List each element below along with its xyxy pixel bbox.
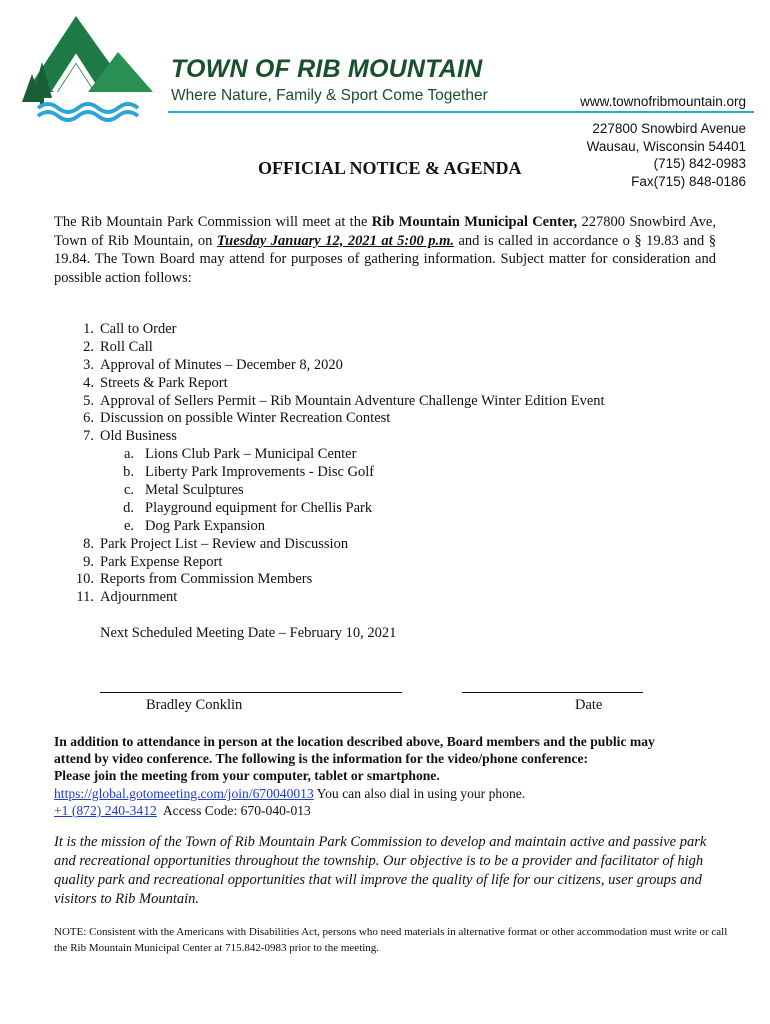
date-line (462, 692, 643, 693)
video-text: attend by video conference. The following is the information for the video/phone conference: (54, 751, 589, 767)
video-conference-info (54, 733, 734, 819)
agenda-text: Roll Call (100, 338, 153, 355)
phone-link[interactable]: +1 (872) 240-3412 (54, 802, 157, 818)
header-divider (168, 111, 754, 113)
dial-text: You can also dial in using your phone. (313, 785, 526, 801)
agenda-text: Park Project List – Review and Discussion (100, 535, 349, 552)
phone-row (54, 802, 734, 819)
agenda-number: a. (123, 446, 134, 463)
agenda-number: e. (123, 517, 134, 534)
agenda-number: 9. (83, 553, 94, 570)
agenda-number: 4. (83, 374, 94, 391)
agenda-number: d. (123, 499, 134, 516)
agenda-number: 2. (83, 338, 94, 355)
access-code: Access Code: 670-040-013 (156, 802, 311, 818)
agenda-list (54, 321, 734, 607)
agenda-item (54, 321, 734, 339)
mission-statement: It is the mission of the Town of Rib Mountain Park Commission to develop and maintain active and passive park and recreational opportunities throughout the township. Our objective is to be a provider and facilitator of high quality park and recreational opportunities that will improve the quality of life for our citizens, user groups and visitors to Rib Mountain. (54, 834, 707, 907)
agenda-item (54, 393, 734, 411)
agenda-number: c. (123, 482, 134, 499)
agenda-subitem (54, 518, 734, 536)
agenda-item (54, 589, 734, 607)
signer-name: Bradley Conklin (146, 697, 243, 713)
agenda-text: Metal Sculptures (145, 482, 244, 499)
agenda-subitem (54, 500, 734, 518)
agenda-number: 6. (83, 410, 94, 427)
agenda-text: Old Business (100, 428, 177, 445)
agenda-item (54, 571, 734, 589)
intro-text: and is called in accordance o § 19.83 and § 19.84. The Town Board may attend for purposes of gathering information. Subject matter for consideration and possible action follows: (54, 232, 716, 286)
agenda-text: Playground equipment for Chellis Park (145, 499, 373, 516)
agenda-subitem (54, 446, 734, 464)
intro-text: The Rib Mountain Park Commission will meet at the (54, 214, 372, 230)
agenda-number: 5. (83, 392, 94, 409)
town-logo (18, 12, 168, 122)
agenda-item (54, 410, 734, 428)
fax-line: Fax(715) 848-0186 (631, 173, 746, 189)
agenda-text: Approval of Minutes – December 8, 2020 (100, 356, 343, 373)
date-label: Date (575, 697, 603, 713)
next-meeting-date: Next Scheduled Meeting Date – February 10, 2021 (100, 625, 397, 641)
agenda-text: Streets & Park Report (100, 374, 228, 391)
venue-name: Rib Mountain Municipal Center, (371, 214, 578, 230)
ada-note: NOTE: Consistent with the Americans with Disabilities Act, persons who need materials in alternative format or other accommodation must write or call the Rib Mountain Municipal Center at 715.842-0983 prior to the meeting. (54, 926, 728, 954)
agenda-text: Park Expense Report (100, 553, 223, 570)
agenda-item (54, 428, 734, 446)
phone-line: (715) 842-0983 (653, 156, 746, 171)
tagline: Where Nature, Family & Sport Come Together (171, 87, 488, 104)
agenda-text: Discussion on possible Winter Recreation Contest (100, 410, 391, 427)
agenda-text: Dog Park Expansion (145, 517, 266, 534)
agenda-text: Liberty Park Improvements - Disc Golf (145, 464, 375, 481)
agenda-item (54, 375, 734, 393)
notice-title: OFFICIAL NOTICE & AGENDA (258, 158, 522, 178)
meeting-link-row (54, 785, 734, 802)
agenda-subitem (54, 464, 734, 482)
meeting-date: Tuesday January 12, 2021 at 5:00 p.m. (216, 232, 454, 249)
agenda-item (54, 357, 734, 375)
agenda-number: 1. (83, 321, 94, 337)
agenda-subitem (54, 482, 734, 500)
agenda-text: Reports from Commission Members (100, 571, 313, 588)
agenda-text: Lions Club Park – Municipal Center (145, 446, 357, 463)
address-line: Wausau, Wisconsin 54401 (586, 138, 746, 154)
agenda-number: 10. (75, 571, 94, 588)
agenda-text: Call to Order (100, 321, 177, 337)
meeting-link[interactable]: https://global.gotomeeting.com/join/670040013 (54, 785, 314, 801)
agenda-item (54, 536, 734, 554)
agenda-number: 11. (76, 589, 94, 606)
intro-text: 227800 Snowbird Ave, Town of Rib Mountain, on (54, 214, 716, 249)
agenda-number: 8. (83, 535, 94, 552)
website-link[interactable]: www.townofribmountain.org (580, 94, 746, 109)
agenda-item (54, 339, 734, 357)
contact-address (587, 120, 746, 190)
agenda-number: 7. (83, 428, 94, 445)
video-text: In addition to attendance in person at the location described above, Board members and the public may (54, 734, 655, 749)
address-line: 227800 Snowbird Avenue (592, 121, 746, 136)
town-name: TOWN OF RIB MOUNTAIN (171, 55, 483, 83)
signature-line (100, 692, 402, 693)
agenda-number: b. (123, 464, 134, 481)
agenda-text: Approval of Sellers Permit – Rib Mountain Adventure Challenge Winter Edition Event (100, 392, 605, 409)
intro-paragraph (54, 213, 716, 287)
agenda-item (54, 554, 734, 572)
video-text: Please join the meeting from your computer, tablet or smartphone. (54, 768, 440, 784)
agenda-number: 3. (83, 356, 94, 373)
agenda-text: Adjournment (100, 589, 178, 606)
